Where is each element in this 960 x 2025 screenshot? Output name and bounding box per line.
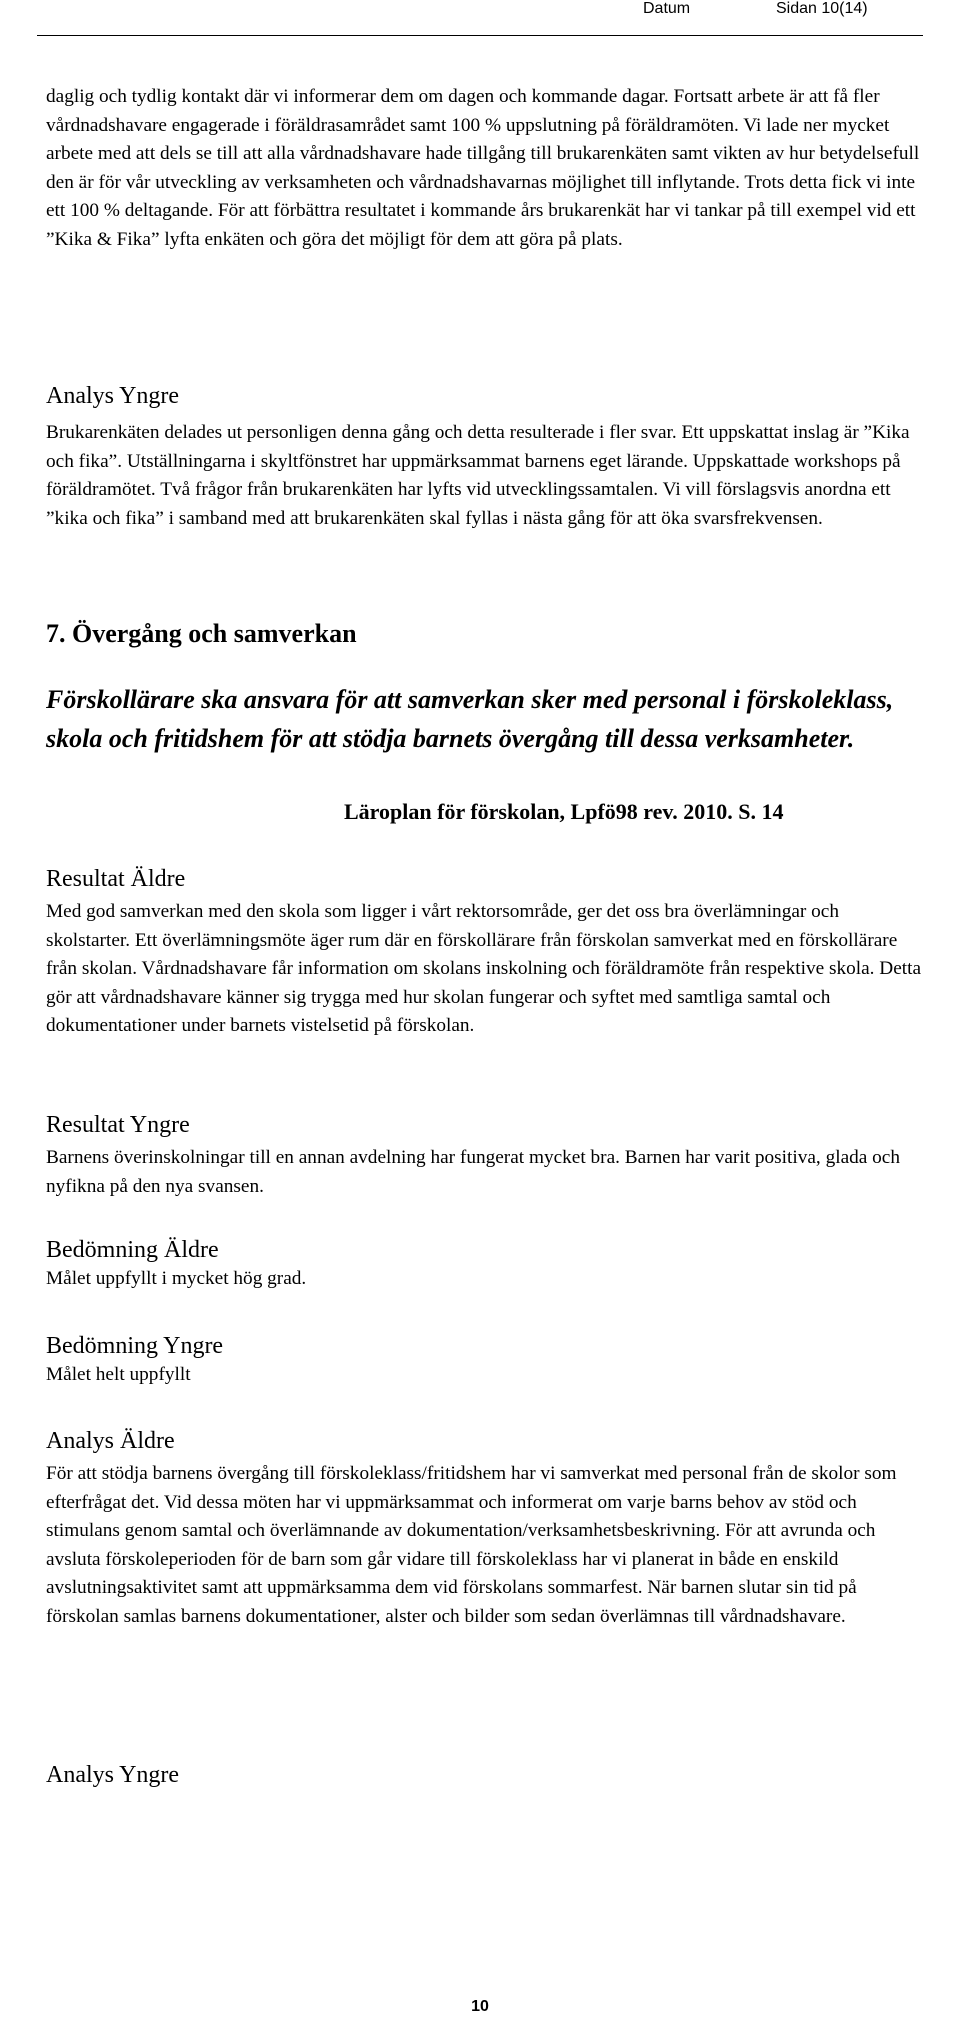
analys-yngre-section: [46, 381, 926, 533]
page-number: 10: [471, 1998, 489, 2015]
header-date-label: Datum: [643, 0, 691, 17]
page-header: [0, 0, 960, 20]
bedomning-yngre-paragraph: Målet helt uppfyllt: [46, 1364, 191, 1385]
analys-yngre-2-heading: Analys Yngre: [46, 1762, 180, 1788]
chapter-section: [46, 618, 926, 650]
resultat-yngre-heading: Resultat Yngre: [46, 1112, 190, 1138]
resultat-yngre-section: [46, 1110, 926, 1201]
analys-aldre-paragraph: För att stödja barnens övergång till förskoleklass/fritidshem har vi samverkat med personal från de skolor som efterfrågat det. Vid dessa möten har vi uppmärksammat och informerat om varje barns behov av stöd och stimulans genom samtal och överlämnande av dokumentation/verksamhetsbeskrivning. För att avrunda och avsluta förskoleperioden för de barn som går vidare till förskoleklass har vi planerat in både en enskild avslutningsaktivitet samt att uppmärksamma dem vid förskolans sommarfest. När barnen slutar sin tid på förskolan samlas barnens dokumentationer, alster och bilder som sedan överlämnas till vårdnadshavare.: [46, 1463, 897, 1627]
analys-aldre-heading: Analys Äldre: [46, 1428, 175, 1454]
header-divider: [37, 35, 923, 36]
chapter-heading: 7. Övergång och samverkan: [46, 619, 357, 648]
analys-aldre-section: [46, 1426, 926, 1632]
bedomning-aldre-section: [46, 1235, 926, 1294]
resultat-aldre-heading: Resultat Äldre: [46, 866, 186, 892]
intro-section: [46, 83, 926, 255]
resultat-aldre-paragraph: Med god samverkan med den skola som ligger i vårt rektorsområde, ger det oss bra överlämningar och skolstarter. Ett överlämningsmöte äger rum där en förskollärare från förskolan samverkat med en förskollärare från skolan. Vårdnadshavare får information om skolans inskolning och föräldramöte från respektive skola. Detta gör att vårdnadshavare känner sig trygga med hur skolan fungerar och syftet med samtliga samtal och dokumentationer under barnets vistelsetid på förskolan.: [46, 901, 922, 1037]
bedomning-aldre-paragraph: Målet uppfyllt i mycket hög grad.: [46, 1268, 307, 1289]
curriculum-quote: [46, 680, 926, 824]
bedomning-yngre-section: [46, 1331, 926, 1390]
analys-yngre-paragraph: Brukarenkäten delades ut personligen denna gång och detta resulterade i fler svar. Ett uppskattat inslag är ”Kika och fika”. Utställningarna i skyltfönstret har uppmärksammat barnens eget lärande. Uppskattade workshops på föräldramötet. Två frågor från brukarenkäten har lyfts vid utvecklingssamtalen. Vi vill förslagsvis anordna ett ”kika och fika” i samband med att brukarenkäten skal fyllas i nästa gång för att öka svarsfrekvensen.: [46, 422, 910, 529]
resultat-aldre-section: [46, 864, 926, 1041]
intro-paragraph: daglig och tydlig kontakt där vi informerar dem om dagen och kommande dagar. Fortsatt arbete är att få fler vårdnadshavare engagerade i föräldrasamrådet samt 100 % uppslutning på föräldramöten. Vi lade ner mycket arbete med att dels se till att alla vårdnadshavare hade tillgång till brukarenkäten samt vikten av hur betydelsefull den är för vår utveckling av verksamheten och vårdnadshavarnas möjlighet till inflytande. Trots detta fick vi inte ett 100 % deltagande. För att förbättra resultatet i kommande års brukarenkät har vi tankar på till exempel vid ett ”Kika & Fika” lyfta enkäten och göra det möjligt för dem att göra på plats.: [46, 86, 920, 250]
resultat-yngre-paragraph: Barnens överinskolningar till en annan avdelning har fungerat mycket bra. Barnen har varit positiva, glada och nyfikna på den nya svansen.: [46, 1147, 900, 1197]
bedomning-yngre-heading: Bedömning Yngre: [46, 1333, 224, 1359]
bedomning-aldre-heading: Bedömning Äldre: [46, 1237, 219, 1263]
quote-citation: Läroplan för förskolan, Lpfö98 rev. 2010. S. 14: [344, 799, 784, 824]
analys-yngre-2-section: [46, 1760, 926, 1790]
quote-text: Förskollärare ska ansvara för att samverkan sker med personal i förskoleklass, skola och fritidshem för att stödja barnets övergång till dessa verksamheter.: [46, 685, 894, 753]
header-page-indicator: Sidan 10(14): [776, 0, 868, 17]
analys-yngre-heading: Analys Yngre: [46, 383, 180, 409]
